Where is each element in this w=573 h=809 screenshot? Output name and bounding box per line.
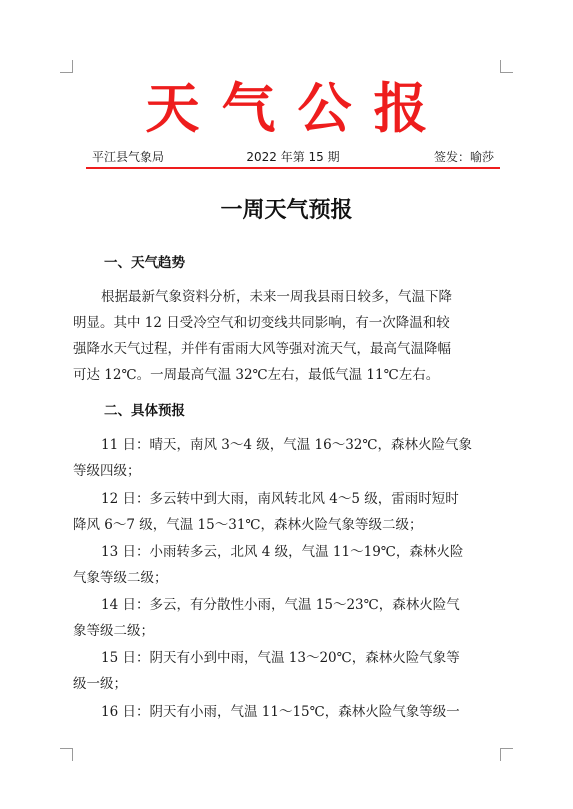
document-title: 一周天气预报 [220, 198, 353, 223]
crop-mark-bottom-left [60, 748, 73, 761]
forecast-day-15: 15 日：阴天有小到中雨，气温 13～20℃，森林火险气象等 级一级； [73, 650, 460, 692]
forecast-day-11: 11 日：晴天，南风 3～4 级，气温 16～32℃，森林火险气象 等级四级； [73, 437, 472, 479]
forecast-day-13: 13 日：小雨转多云，北风 4 级，气温 11～19℃，森林火险 气象等级二级； [73, 544, 464, 586]
issue-info-row [86, 148, 500, 166]
crop-mark-bottom-right [500, 748, 513, 761]
signer: 签发：喻莎 [433, 150, 494, 164]
issue-number: 2022 年第 15 期 [246, 150, 340, 164]
bulletin-masthead: 天气公报 [145, 77, 450, 140]
crop-mark-top-right [500, 60, 513, 73]
masthead-divider [86, 167, 500, 169]
crop-mark-top-left [60, 60, 73, 73]
section-heading-trend: 一、天气趋势 [104, 255, 185, 271]
forecast-day-12: 12 日：多云转中到大雨，南风转北风 4～5 级，雷雨时短时 降风 6～7 级，气温 15～31℃，森林火险气象等级二级； [73, 491, 459, 533]
issuer-name: 平江县气象局 [92, 150, 165, 164]
section-heading-forecast: 二、具体预报 [104, 403, 185, 419]
trend-paragraph: 根据最新气象资料分析，未来一周我县雨日较多，气温下降 明显。其中 12 日受冷空气和切变线共同影响，有一次降温和较 强降水天气过程，并伴有雷雨大风等强对流天气，最高气温降幅 可达 12℃。一周最高气温 32℃左右，最低气温 11℃左右。 [73, 289, 452, 383]
forecast-day-14: 14 日：多云，有分散性小雨，气温 15～23℃，森林火险气 象等级二级； [73, 597, 460, 639]
forecast-day-16: 16 日：阴天有小雨，气温 11～15℃，森林火险气象等级一 [101, 704, 460, 720]
